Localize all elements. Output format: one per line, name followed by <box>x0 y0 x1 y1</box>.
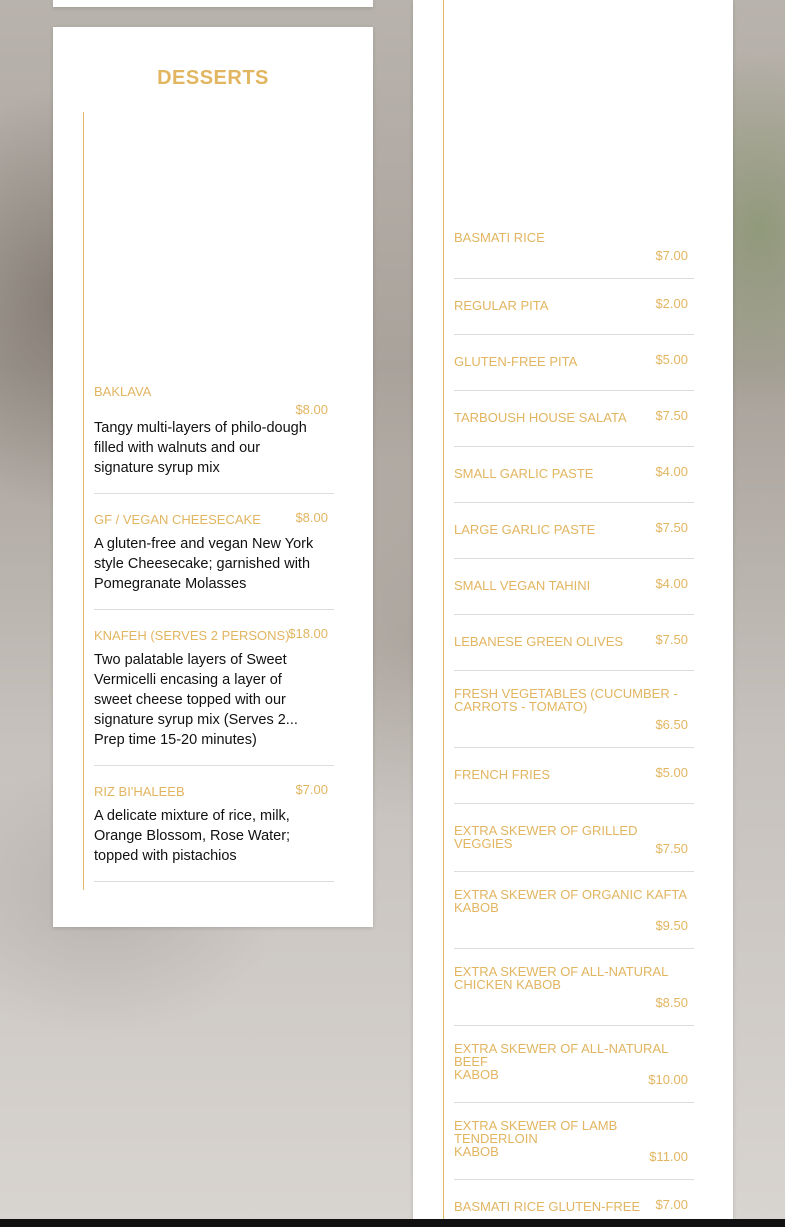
item-price: $5.00 <box>655 352 688 367</box>
item-name: SMALL GARLIC PASTE <box>454 466 594 481</box>
item-price: $6.50 <box>655 717 688 732</box>
previous-menu-card <box>53 0 373 7</box>
item-name: GF / VEGAN CHEESECAKE <box>94 512 261 527</box>
menu-item-extra-skewer-chicken-kabob[interactable] <box>454 965 694 1026</box>
item-price: $7.50 <box>655 520 688 535</box>
menu-item-riz-bihaleeb[interactable] <box>94 782 334 882</box>
item-name: EXTRA SKEWER OF ALL-NATURAL BEEF KABOB <box>454 1041 668 1082</box>
sides-card <box>413 0 733 1227</box>
item-description: A delicate mixture of rice, milk, Orange Blossom, Rose Water; topped with pistachios <box>94 808 291 864</box>
bottom-edge-bar <box>0 1219 785 1227</box>
desserts-card <box>53 27 373 927</box>
menu-item-knafeh[interactable] <box>94 626 334 766</box>
item-price: $8.00 <box>295 402 328 417</box>
item-price: $7.00 <box>655 1197 688 1212</box>
item-price: $5.00 <box>655 765 688 780</box>
item-price: $8.00 <box>295 510 328 525</box>
item-name: EXTRA SKEWER OF LAMB TENDERLOIN KABOB <box>454 1118 618 1159</box>
menu-item-fresh-vegetables[interactable] <box>454 687 694 748</box>
section-title-desserts: DESSERTS <box>157 67 269 89</box>
menu-item-extra-skewer-lamb-kabob[interactable] <box>454 1119 694 1180</box>
menu-item-tarboush-house-salata[interactable] <box>454 408 694 447</box>
item-price: $7.00 <box>295 782 328 797</box>
menu-item-extra-skewer-beef-kabob[interactable] <box>454 1042 694 1103</box>
item-name: BAKLAVA <box>94 384 152 399</box>
menu-item-small-vegan-tahini[interactable] <box>454 576 694 615</box>
item-name: FRESH VEGETABLES (CUCUMBER - CARROTS - TOMATO) <box>454 686 678 714</box>
item-description: A gluten-free and vegan New York style Cheesecake; garnished with Pomegranate Molasses <box>94 536 314 592</box>
item-name: LARGE GARLIC PASTE <box>454 522 596 537</box>
item-price: $8.50 <box>655 995 688 1010</box>
item-price: $4.00 <box>655 576 688 591</box>
desserts-accent-line <box>83 112 84 890</box>
menu-item-lebanese-green-olives[interactable] <box>454 632 694 671</box>
item-price: $9.50 <box>655 918 688 933</box>
item-name: RIZ BI'HALEEB <box>94 784 185 799</box>
menu-item-large-garlic-paste[interactable] <box>454 520 694 559</box>
menu-item-regular-pita[interactable] <box>454 296 694 335</box>
menu-item-small-garlic-paste[interactable] <box>454 464 694 503</box>
item-price: $7.00 <box>655 248 688 263</box>
item-name: EXTRA SKEWER OF GRILLED VEGGIES <box>454 823 638 851</box>
menu-item-extra-skewer-kafta-kabob[interactable] <box>454 888 694 949</box>
item-name: BASMATI RICE <box>454 230 545 245</box>
item-name: EXTRA SKEWER OF ALL-NATURAL CHICKEN KABOB <box>454 964 669 992</box>
item-price: $11.00 <box>649 1149 688 1164</box>
item-price: $7.50 <box>655 408 688 423</box>
item-name: EXTRA SKEWER OF ORGANIC KAFTA KABOB <box>454 887 688 915</box>
sides-accent-line <box>443 0 444 1227</box>
item-name: SMALL VEGAN TAHINI <box>454 578 591 593</box>
item-description: Two palatable layers of Sweet Vermicelli encasing a layer of sweet cheese topped with our signature syrup mix (Serves 2... Prep time 15-20 minutes) <box>94 652 298 748</box>
menu-item-cheesecake[interactable] <box>94 510 334 610</box>
menu-item-baklava[interactable] <box>94 385 334 494</box>
item-name: LEBANESE GREEN OLIVES <box>454 634 624 649</box>
item-name: FRENCH FRIES <box>454 767 551 782</box>
item-name: GLUTEN-FREE PITA <box>454 354 578 369</box>
item-name: TARBOUSH HOUSE SALATA <box>454 410 627 425</box>
menu-item-extra-skewer-grilled-veggies[interactable] <box>454 824 694 872</box>
item-price: $10.00 <box>648 1072 688 1087</box>
menu-item-basmati-rice[interactable] <box>454 231 694 279</box>
item-price: $4.00 <box>655 464 688 479</box>
item-price: $2.00 <box>655 296 688 311</box>
menu-item-basmati-rice-gluten-free[interactable] <box>454 1197 694 1220</box>
menu-item-gluten-free-pita[interactable] <box>454 352 694 391</box>
item-price: $7.50 <box>655 632 688 647</box>
item-name: REGULAR PITA <box>454 298 549 313</box>
item-name: BASMATI RICE GLUTEN-FREE <box>454 1199 641 1214</box>
item-name: KNAFEH (SERVES 2 PERSONS) <box>94 628 290 643</box>
item-price: $7.50 <box>655 841 688 856</box>
item-description: Tangy multi-layers of philo-dough filled with walnuts and our signature syrup mix <box>94 420 307 476</box>
item-price: $18.00 <box>288 626 328 641</box>
menu-item-french-fries[interactable] <box>454 765 694 804</box>
